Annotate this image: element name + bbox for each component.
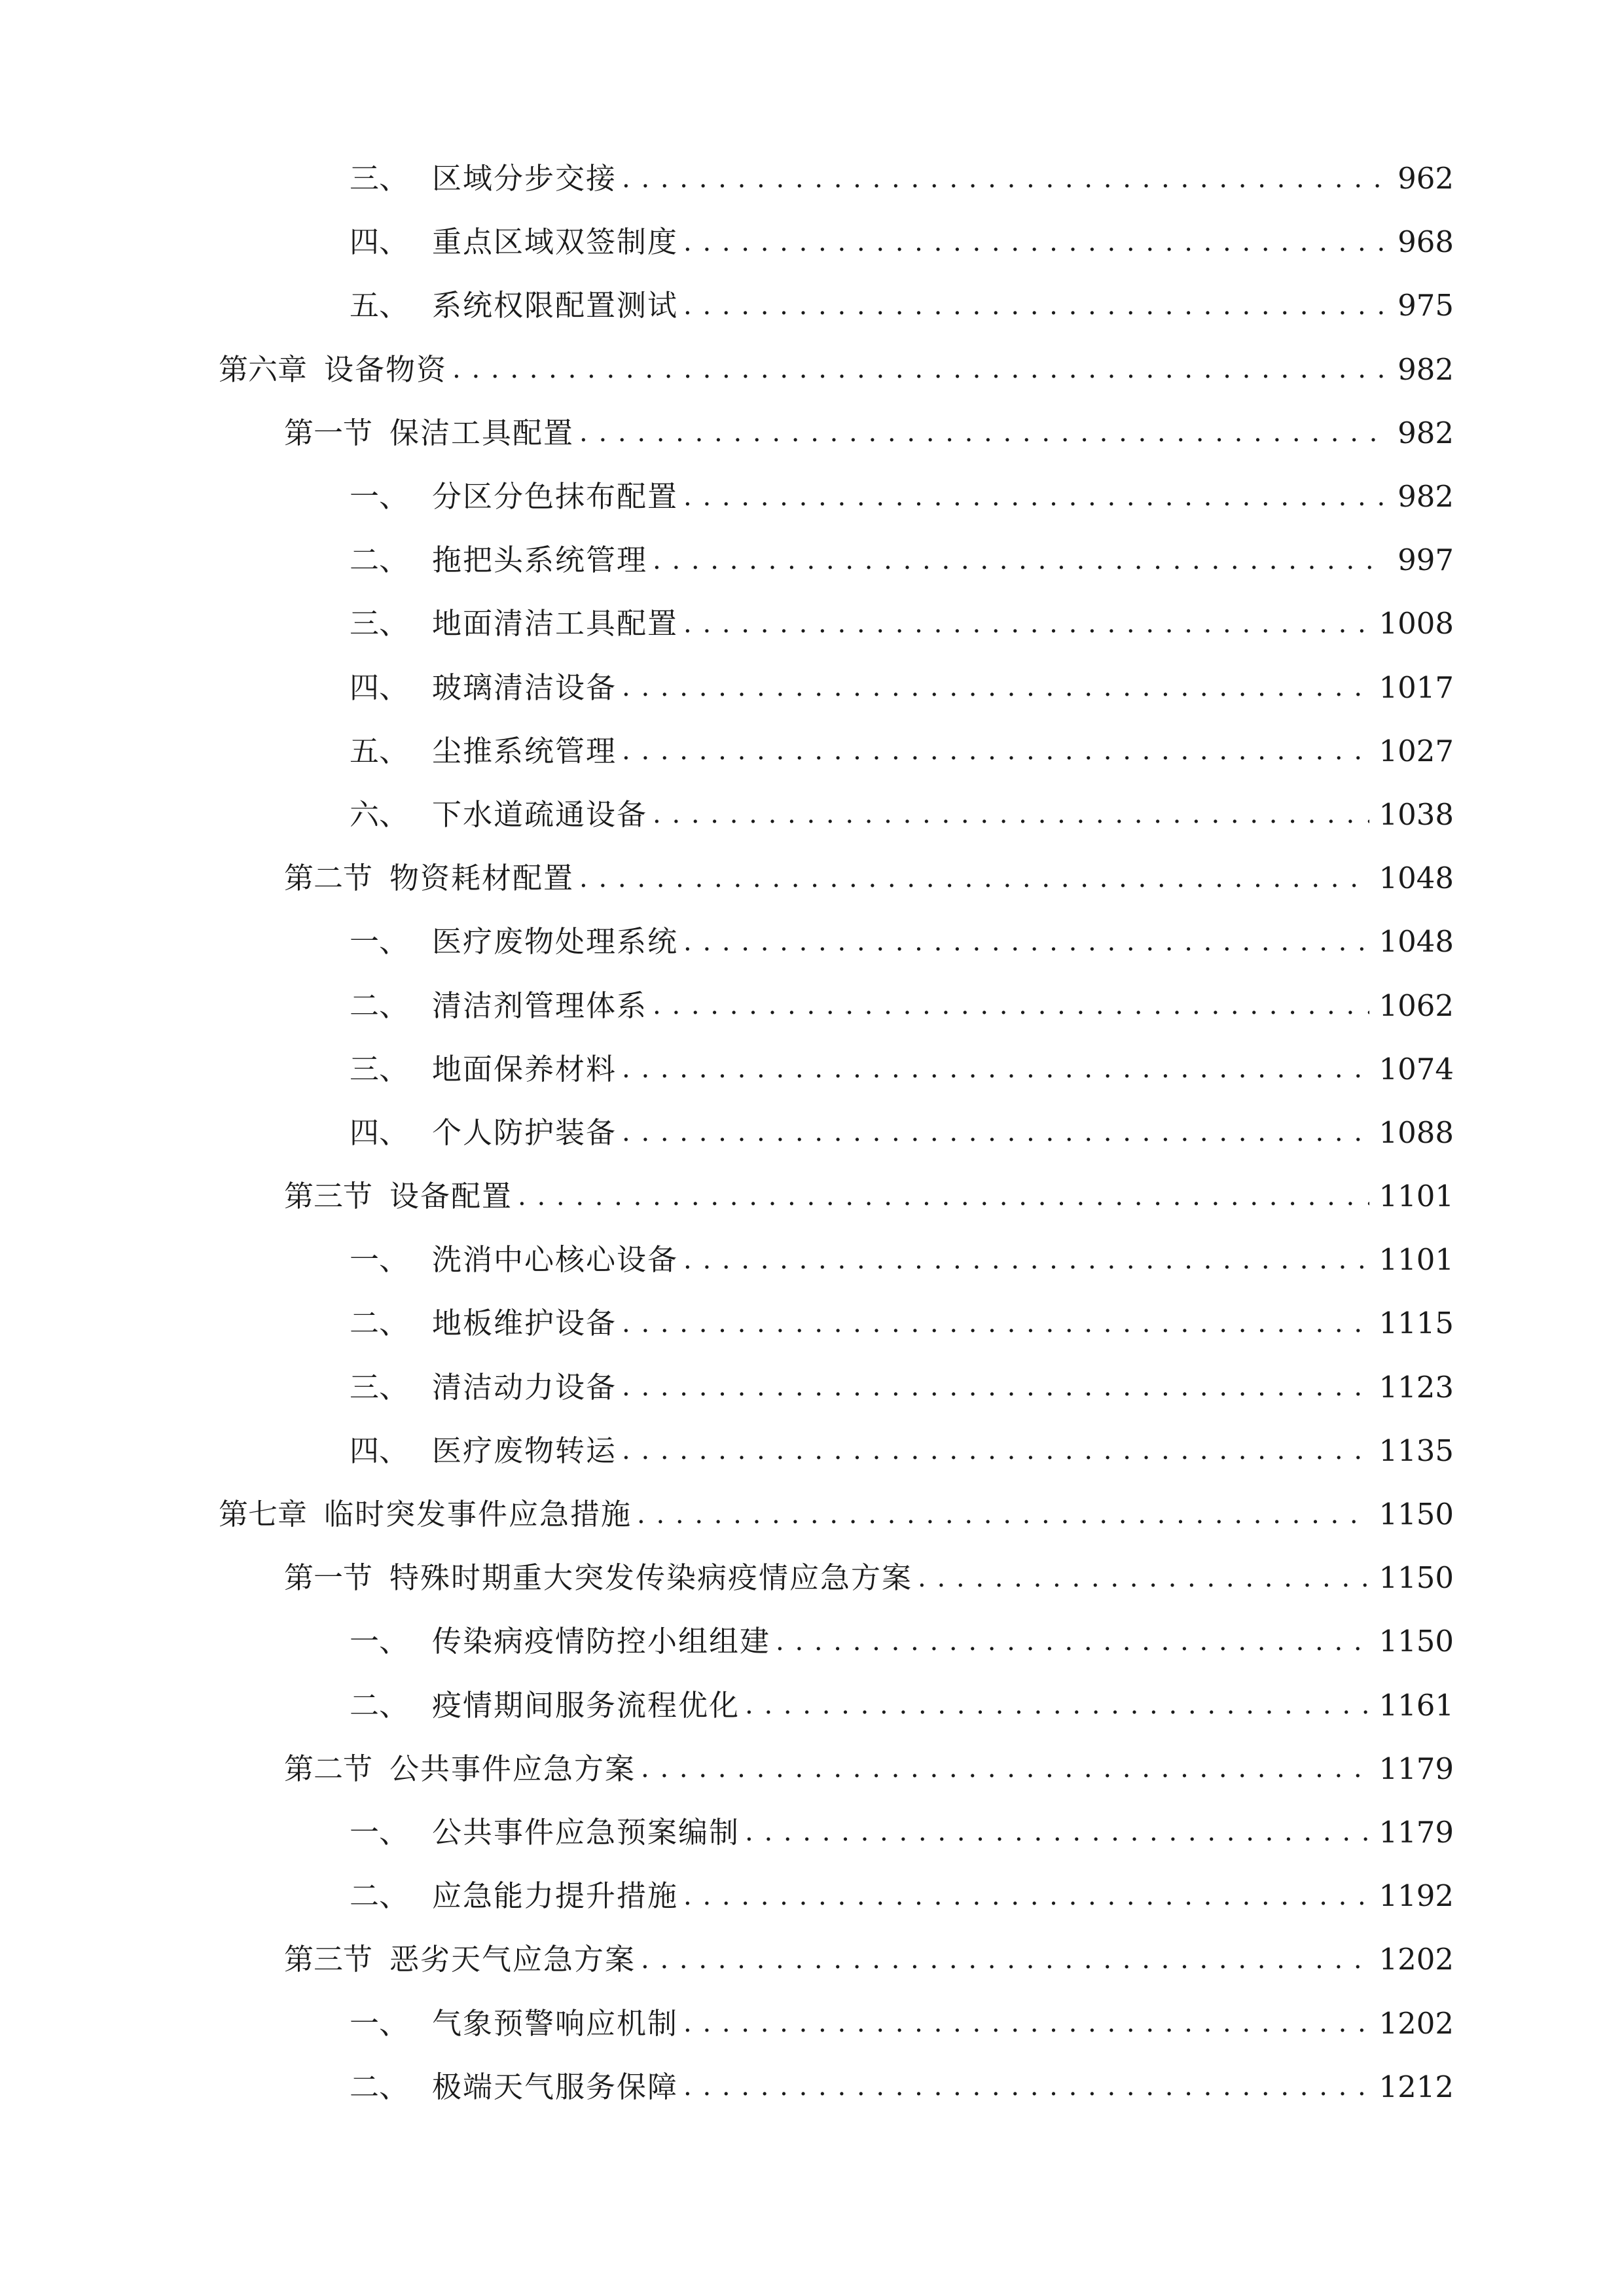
toc-entry-number: 二、 <box>350 1878 409 1914</box>
toc-entry-title: 公共事件应急方案 <box>389 1751 636 1786</box>
toc-entry-number: 四、 <box>350 224 409 260</box>
toc-entry-number: 一、 <box>350 479 409 514</box>
toc-dot-leader <box>683 929 1369 955</box>
toc-entry-title: 医疗废物转运 <box>432 1433 617 1468</box>
toc-subsection-entry[interactable] <box>0 1355 1624 1419</box>
toc-entry-number: 二、 <box>350 988 409 1023</box>
toc-entry-title: 下水道疏通设备 <box>432 797 648 832</box>
toc-dot-leader <box>683 2073 1369 2100</box>
toc-page-number: 1062 <box>1379 988 1454 1023</box>
toc-section-entry[interactable] <box>0 1737 1624 1801</box>
toc-dot-leader <box>622 1056 1369 1082</box>
toc-dot-leader <box>653 547 1386 573</box>
toc-subsection-entry[interactable] <box>0 1801 1624 1864</box>
toc-entry-title: 地面保养材料 <box>432 1051 617 1086</box>
toc-entry-number: 二、 <box>350 2069 409 2104</box>
toc-page-number: 1008 <box>1379 606 1454 641</box>
toc-entry-title: 传染病疫情防控小组组建 <box>432 1624 771 1659</box>
toc-chapter-entry[interactable] <box>0 1482 1624 1546</box>
toc-entry-title: 物资耗材配置 <box>389 861 575 896</box>
toc-entry-number: 二、 <box>350 1306 409 1341</box>
toc-page-number: 1123 <box>1379 1369 1454 1405</box>
toc-page-number: 1161 <box>1379 1687 1454 1723</box>
toc-subsection-entry[interactable] <box>0 274 1624 337</box>
toc-page-number: 1179 <box>1379 1814 1454 1850</box>
toc-entry-number: 第二节 <box>284 1751 373 1786</box>
toc-entry-number: 第六章 <box>219 351 308 387</box>
toc-entry-title: 地面清洁工具配置 <box>432 606 679 641</box>
toc-entry-number: 第一节 <box>284 415 373 450</box>
toc-entry-title: 气象预警响应机制 <box>432 2005 679 2041</box>
toc-page-number: 1179 <box>1379 1751 1454 1786</box>
toc-entry-title: 系统权限配置测试 <box>432 288 679 323</box>
toc-page-number: 1150 <box>1379 1560 1454 1596</box>
toc-entry-number: 三、 <box>350 1369 409 1405</box>
toc-dot-leader <box>622 1119 1369 1145</box>
toc-entry-number: 一、 <box>350 1624 409 1659</box>
toc-entry-title: 清洁剂管理体系 <box>432 988 648 1023</box>
toc-entry-number: 五、 <box>350 733 409 768</box>
toc-dot-leader <box>653 992 1369 1018</box>
toc-entry-number: 一、 <box>350 1242 409 1278</box>
toc-section-entry[interactable] <box>0 401 1624 465</box>
toc-dot-leader <box>622 166 1386 192</box>
toc-entry-title: 恶劣天气应急方案 <box>389 1942 636 1977</box>
toc-page-number: 1212 <box>1379 2069 1454 2104</box>
toc-entry-number: 第二节 <box>284 861 373 896</box>
toc-dot-leader <box>683 229 1386 255</box>
toc-entry-title: 区域分步交接 <box>432 161 617 196</box>
toc-entry-number: 第一节 <box>284 1560 373 1596</box>
toc-subsection-entry[interactable] <box>0 1291 1624 1355</box>
toc-dot-leader <box>683 2010 1369 2036</box>
toc-subsection-entry[interactable] <box>0 465 1624 528</box>
toc-subsection-entry[interactable] <box>0 1419 1624 1482</box>
toc-subsection-entry[interactable] <box>0 1101 1624 1164</box>
toc-subsection-entry[interactable] <box>0 1991 1624 2054</box>
toc-entry-title: 分区分色抹布配置 <box>432 479 679 514</box>
toc-page-number: 982 <box>1398 415 1454 450</box>
toc-entry-title: 拖把头系统管理 <box>432 543 648 578</box>
toc-page-number: 1048 <box>1379 924 1454 960</box>
toc-entry-number: 六、 <box>350 797 409 832</box>
toc-entry-title: 特殊时期重大突发传染病疫情应急方案 <box>389 1560 913 1596</box>
toc-subsection-entry[interactable] <box>0 910 1624 973</box>
toc-entry-title: 保洁工具配置 <box>389 415 575 450</box>
toc-section-entry[interactable] <box>0 1164 1624 1228</box>
toc-entry-number: 三、 <box>350 161 409 196</box>
toc-page-number: 982 <box>1398 479 1454 514</box>
toc-page-number: 975 <box>1398 288 1454 323</box>
toc-dot-leader <box>745 1692 1369 1718</box>
toc-page-number: 1202 <box>1379 2005 1454 2041</box>
toc-dot-leader <box>745 1819 1369 1845</box>
toc-entry-number: 二、 <box>350 543 409 578</box>
table-of-contents <box>0 147 1624 2119</box>
toc-entry-title: 地板维护设备 <box>432 1306 617 1341</box>
toc-entry-title: 公共事件应急预案编制 <box>432 1814 740 1850</box>
toc-dot-leader <box>918 1565 1369 1591</box>
toc-page-number: 1135 <box>1379 1433 1454 1468</box>
toc-dot-leader <box>683 1247 1369 1273</box>
toc-subsection-entry[interactable] <box>0 147 1624 210</box>
toc-subsection-entry[interactable] <box>0 783 1624 846</box>
toc-entry-number: 第七章 <box>219 1497 308 1532</box>
toc-entry-title: 疫情期间服务流程优化 <box>432 1687 740 1723</box>
toc-entry-number: 五、 <box>350 288 409 323</box>
toc-entry-number: 四、 <box>350 1433 409 1468</box>
toc-page-number: 1088 <box>1379 1115 1454 1150</box>
toc-subsection-entry[interactable] <box>0 210 1624 274</box>
toc-page-number: 1048 <box>1379 861 1454 896</box>
toc-page-number: 1202 <box>1379 1942 1454 1977</box>
toc-entry-number: 四、 <box>350 670 409 705</box>
toc-page-number: 968 <box>1398 224 1454 260</box>
toc-entry-number: 三、 <box>350 606 409 641</box>
toc-entry-title: 医疗废物处理系统 <box>432 924 679 960</box>
toc-page-number: 1017 <box>1379 670 1454 705</box>
toc-entry-title: 极端天气服务保障 <box>432 2069 679 2104</box>
toc-entry-number: 三、 <box>350 1051 409 1086</box>
toc-subsection-entry[interactable] <box>0 1037 1624 1101</box>
toc-entry-title: 尘推系统管理 <box>432 733 617 768</box>
toc-entry-number: 一、 <box>350 924 409 960</box>
toc-page-number: 1150 <box>1379 1624 1454 1659</box>
toc-dot-leader <box>683 293 1386 319</box>
toc-dot-leader <box>641 1755 1369 1782</box>
toc-page-number: 1074 <box>1379 1051 1454 1086</box>
toc-entry-title: 临时突发事件应急措施 <box>324 1497 632 1532</box>
toc-section-entry[interactable] <box>0 1546 1624 1609</box>
toc-dot-leader <box>683 484 1386 510</box>
toc-dot-leader <box>452 356 1386 382</box>
toc-dot-leader <box>653 801 1369 827</box>
toc-entry-number: 一、 <box>350 1814 409 1850</box>
toc-subsection-entry[interactable] <box>0 973 1624 1037</box>
toc-dot-leader <box>622 1437 1369 1463</box>
toc-dot-leader <box>622 674 1369 700</box>
toc-chapter-entry[interactable] <box>0 338 1624 401</box>
toc-page-number: 1115 <box>1379 1306 1454 1341</box>
toc-section-entry[interactable] <box>0 846 1624 910</box>
toc-entry-title: 清洁动力设备 <box>432 1369 617 1405</box>
toc-dot-leader <box>579 420 1386 446</box>
toc-entry-title: 个人防护装备 <box>432 1115 617 1150</box>
toc-entry-title: 设备配置 <box>389 1179 513 1214</box>
toc-page-number: 1150 <box>1379 1497 1454 1532</box>
toc-entry-title: 应急能力提升措施 <box>432 1878 679 1914</box>
toc-subsection-entry[interactable] <box>0 1228 1624 1291</box>
toc-entry-title: 玻璃清洁设备 <box>432 670 617 705</box>
toc-entry-number: 第三节 <box>284 1179 373 1214</box>
toc-page-number: 1038 <box>1379 797 1454 832</box>
toc-entry-number: 二、 <box>350 1687 409 1723</box>
toc-subsection-entry[interactable] <box>0 1674 1624 1737</box>
toc-dot-leader <box>518 1183 1369 1210</box>
toc-dot-leader <box>622 1374 1369 1400</box>
toc-entry-number: 一、 <box>350 2005 409 2041</box>
toc-dot-leader <box>579 865 1369 891</box>
toc-entry-title: 洗消中心核心设备 <box>432 1242 679 1278</box>
toc-section-entry[interactable] <box>0 1928 1624 1991</box>
toc-subsection-entry[interactable] <box>0 592 1624 655</box>
toc-page-number: 1101 <box>1379 1242 1454 1278</box>
toc-page-number: 962 <box>1398 161 1454 196</box>
toc-page-number: 1192 <box>1379 1878 1454 1914</box>
toc-page-number: 997 <box>1398 543 1454 578</box>
toc-entry-number: 四、 <box>350 1115 409 1150</box>
toc-subsection-entry[interactable] <box>0 1864 1624 1928</box>
toc-dot-leader <box>776 1628 1369 1655</box>
toc-subsection-entry[interactable] <box>0 719 1624 783</box>
toc-dot-leader <box>622 1310 1369 1336</box>
toc-dot-leader <box>683 1883 1369 1909</box>
toc-dot-leader <box>637 1501 1369 1528</box>
toc-subsection-entry[interactable] <box>0 2055 1624 2119</box>
toc-page-number: 982 <box>1398 351 1454 387</box>
toc-page-number: 1101 <box>1379 1179 1454 1214</box>
toc-subsection-entry[interactable] <box>0 656 1624 719</box>
toc-entry-number: 第三节 <box>284 1942 373 1977</box>
toc-page-number: 1027 <box>1379 733 1454 768</box>
toc-subsection-entry[interactable] <box>0 1609 1624 1673</box>
toc-dot-leader <box>683 611 1369 637</box>
toc-entry-title: 重点区域双签制度 <box>432 224 679 260</box>
toc-subsection-entry[interactable] <box>0 528 1624 592</box>
toc-dot-leader <box>622 738 1369 764</box>
toc-entry-title: 设备物资 <box>324 351 448 387</box>
toc-dot-leader <box>641 1946 1369 1973</box>
